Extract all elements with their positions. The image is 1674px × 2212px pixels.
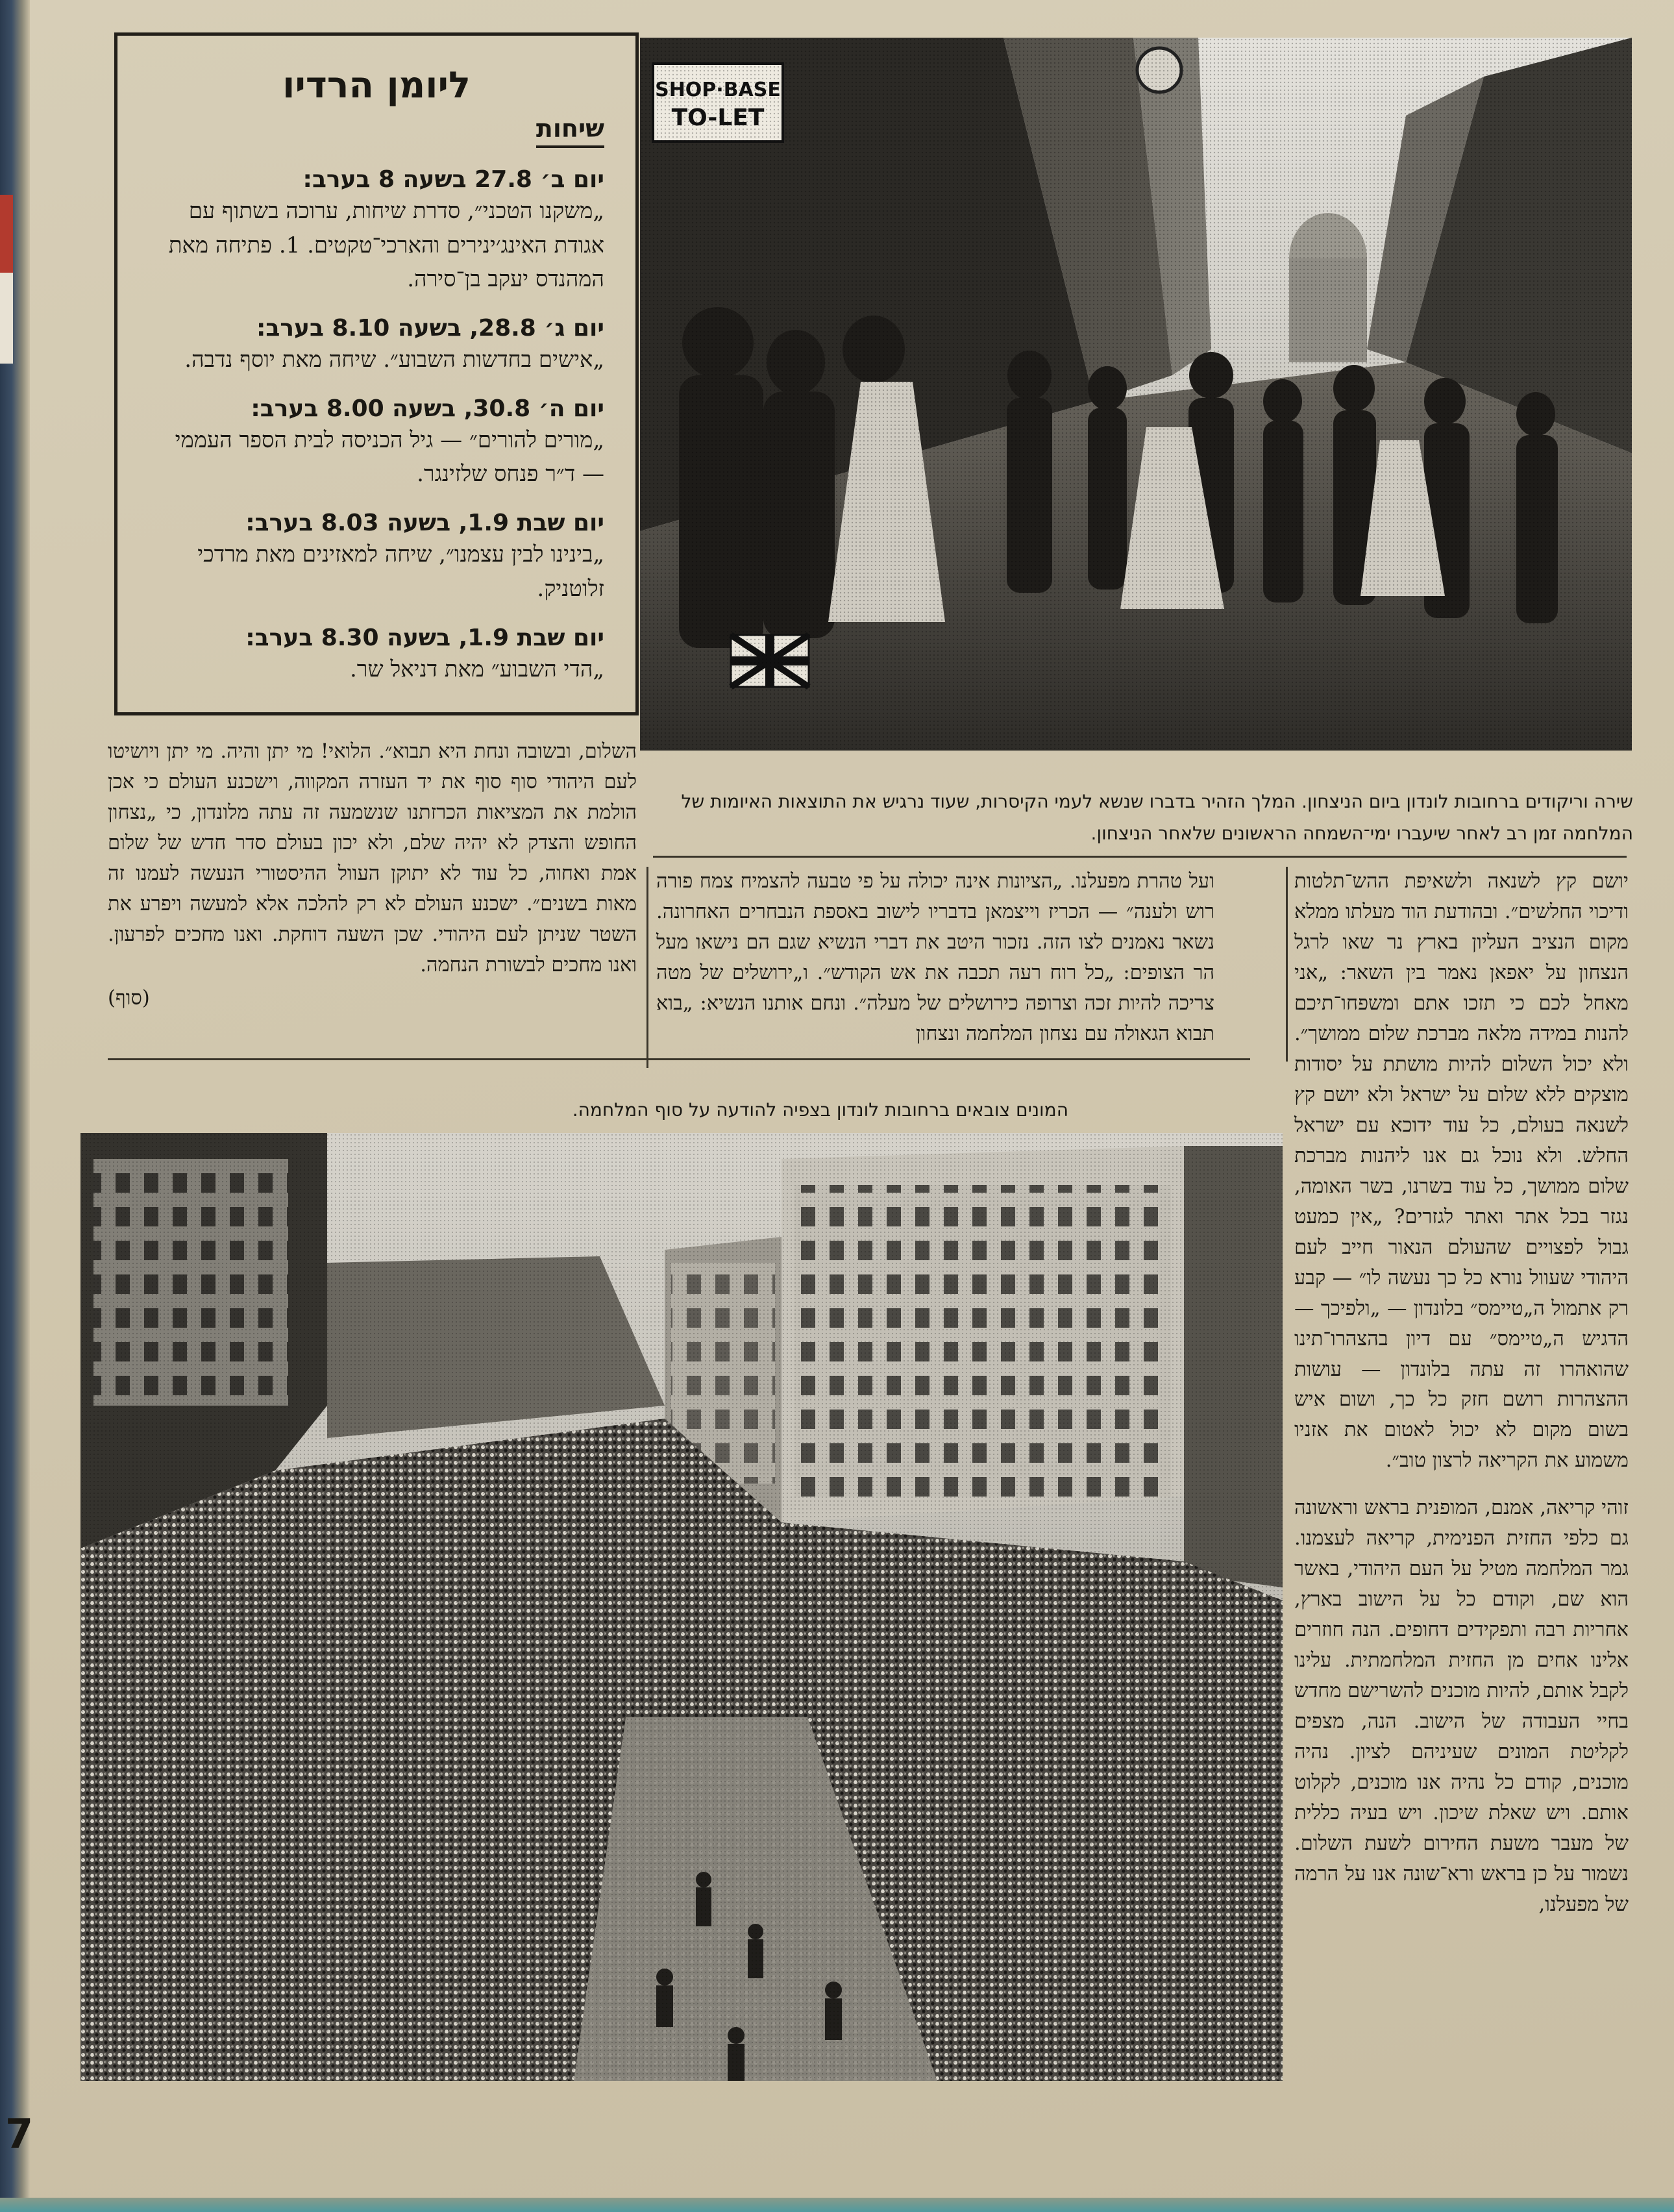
radio-diary-subtitle-text: שיחות bbox=[536, 114, 604, 148]
page-number: 7 bbox=[5, 2110, 34, 2157]
radio-program-desc: „הדי השבוע״ מאת דניאל שר. bbox=[349, 656, 604, 682]
article-right-column bbox=[1294, 867, 1629, 1937]
radio-program-time: יום ג׳ 28.8, בשעה 8.10 בערב: bbox=[256, 315, 604, 342]
radio-diary-box bbox=[114, 32, 639, 715]
article-right-paragraph-2: זוהי קריאה, אמנם, המופנית בראש וראשונה גם כלפי החזית הפנימית, קריאה לעצמנו. גמר המלחמה מטיל על העם היהודי, באשר הוא שם, וקודם כל על הישוב בארץ, אחריות רבה ותפקידים דחופים. הנה חוזרים אלינו אחים מן החזית המלחמתית. עלינו לקבל אותם, להיות מוכנים להשרישם מחדש בחיי העבודה של הישוב. הנה, מצפים לקליטת המונים שעיניהם לציון. נהיה מוכנים, קודם כל נהיה אנו מוכנים, לקלוט אותם. ויש שאלת שיכון. ויש בעיה כללית של מעבר משעת החירום לשעת השלום. נשמור על כן בראש ורא־שונה אנו על הרמה של מפעלנו, bbox=[1294, 1497, 1629, 1916]
radio-diary-title: ליומן הרדיו bbox=[282, 64, 471, 106]
radio-program-desc: „משקנו הטכני״, סדרת שיחות, ערוכה בשתוף עם אגודת האינג׳ינירים והארכי־טקטים. 1. פתיחה מאת המהנדס יעקב בן־סירה. bbox=[168, 198, 604, 293]
radio-program bbox=[149, 394, 604, 491]
bottom-edge bbox=[0, 2198, 1674, 2212]
edge-white-stripe bbox=[0, 273, 13, 364]
column-divider bbox=[646, 867, 648, 1068]
article-end-signature: (סוף) bbox=[108, 986, 150, 1010]
radio-program-desc: „אישים בחדשות השבוע״. שיחה מאת יוסף נדבה. bbox=[184, 347, 604, 373]
radio-program-time: יום שבת 1.9, בשעה 8.03 בערב: bbox=[245, 510, 604, 537]
article-middle-text: ועל טהרת מפעלנו. „הציונות אינה יכולה על פי טבעה להצמיח צמח פורה רוש ולענה״ — הכריז וייצמאן בדבריו לישוב באספת הנבחרים האחרונה. נשאר נאמנים לצו הזה. נזכור היטב את דברי הנשיא שגם הם נישאו מעל הר הצופים: „כל רוח רעה תכבה את אש הקודש״. ו„ירושלים של מטה צריכה להיות זכה וצרופה כירושלים של מעלה״. ונחם אותנו הנשיא: „בוא תבוא הגאולה עם נצחון המלחמה ונצחון bbox=[656, 870, 1214, 1045]
radio-diary-subtitle bbox=[149, 114, 604, 148]
radio-program bbox=[149, 508, 604, 606]
article-end-text: השלום, ובשובה ונחת היא תבוא״. הלואי! מי יתן והיה. מי יתן ויושיטו לעם היהודי סוף סוף את יד העזרה המקווה, וישכנע העולם כי אכן הולמת את המציאות הכרזתנו שנשמעה זה עתה מלונדון, כי „נצחון החופש והצדק לא יהיה שלם, ולא יכון בעולם סדר חדש של שלום אמת ואחוה, כל עוד לא יתוקן העוול ההיסטורי הנעשה לעמנו זה מאות בשנים״. ישכנע העולם לא רק להלכה אלא למעשה ויפרע את השטר שניתן לעם היהודי. שכן השעה דוחקת. ואנו מחכים לפרעון. ואנו מחכים לבשורת הנחמה. bbox=[108, 740, 637, 976]
bottom-photo-caption: המונים צובאים ברחובות לונדון בצפיה להודעה על סוף המלחמה. bbox=[572, 1099, 1068, 1121]
top-photo-caption: שירה וריקודים ברחובות לונדון ביום הניצחון. המלך הזהיר בדברו שנשא לעמי הקיסרות, שעוד נרגיש את התוצאות האיומות של המלחמה זמן רב לאחר שיעברו ימי־השמחה הראשונים שלאחר הניצחון. bbox=[681, 791, 1633, 844]
article-right-paragraph-1: יושם קץ לשנאה ולשאיפת ההש־תלטות ודיכוי החלשים״. ובהודעת הוד מעלתו ממלא מקום הנציב העליון בארץ נר שאו לרגל הנצחון על יאפאן נאמר בין השאר: „אני מאחל לכם כי תזכו אתם ומשפחו־תיכם להנות במידה מלאה מברכת שלום ממושך״. ולא יכול השלום להיות מושתת על יסודות מוצקים ללא שלום על ישראל ולא יושם קץ לשנאה בעולם, כל עוד ידוכא עם ישראל החלש. ולא נוכל גם אנו ליהנות מברכת שלום ממושך, כל עוד בשרנו, בשר האומה, נגזר בכל אתר ואתר לגזרים? „אין כמעט גבול לפצויים שהעולם הנאור חייב לעם היהודי שעוול נורא כל כך נעשה לו״ — קבע רק אתמול ה„טיימס״ בלונדון — „ולפיכך — הדגיש ה„טיימס״ עם דיון בהצהרו־תינו שהואהרו זה עתה בלונדון — עושות ההצהרות רושם חזק כל כך, ושום איש בשום מקום לא יכול לאטום את אזניו משמוע את הקריאה לרצון טוב״. bbox=[1294, 870, 1629, 1473]
london-crowd-photo bbox=[80, 1133, 1283, 2081]
london-street-celebration-photo bbox=[640, 38, 1632, 751]
radio-program-time: יום ב׳ 27.8 בשעה 8 בערב: bbox=[302, 166, 604, 193]
radio-program-desc: „מורים להורים״ — גיל הכניסה לבית הספר העממי — ד״ר פנחס שלזינגר. bbox=[175, 427, 604, 488]
radio-program-time: יום ה׳ 30.8, בשעה 8.00 בערב: bbox=[251, 395, 604, 422]
radio-program-time: יום שבת 1.9, בשעה 8.30 בערב: bbox=[245, 624, 604, 651]
caption-rule bbox=[653, 856, 1627, 858]
article-middle-column bbox=[656, 867, 1214, 1067]
radio-program bbox=[149, 314, 604, 377]
article-end-column bbox=[108, 737, 637, 1014]
right-column-divider bbox=[1286, 867, 1288, 1062]
radio-program-desc: „בינינו לבין עצמנו״, שיחה למאזינים מאת מרדכי זלוטניק. bbox=[197, 541, 604, 602]
edge-red-stripe bbox=[0, 195, 13, 273]
radio-program bbox=[149, 623, 604, 687]
radio-program bbox=[149, 165, 604, 297]
newspaper-page bbox=[30, 0, 1674, 2198]
binding-edge bbox=[0, 0, 30, 2212]
section-rule bbox=[108, 1058, 1250, 1060]
